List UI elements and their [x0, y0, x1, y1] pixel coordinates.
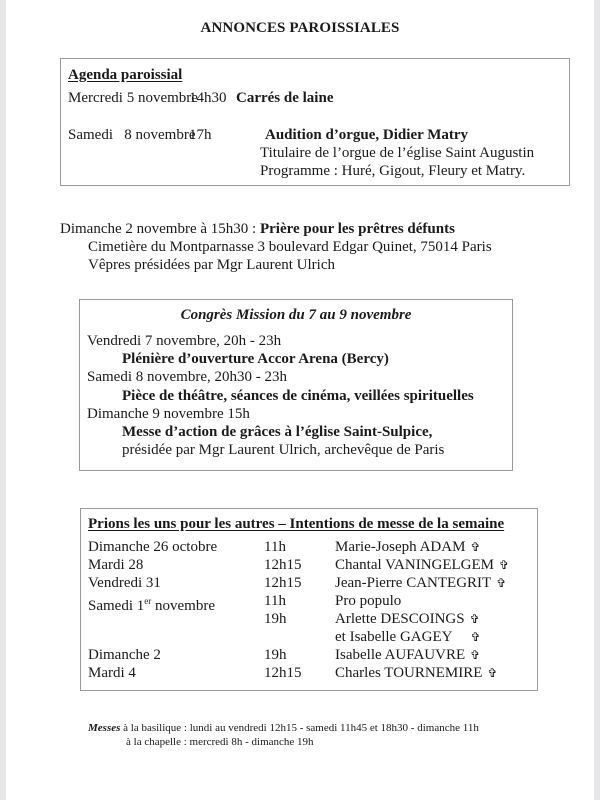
intention-name — [335, 556, 509, 574]
congres-item-3-what: Messe d’action de grâces à l’église Saint-Sulpice, — [122, 424, 433, 440]
agenda-item-2-event: Audition d’orgue, Didier Matry — [265, 127, 469, 143]
congres-item-2-what: Pièce de théâtre, séances de cinéma, veillées spirituelles — [122, 388, 474, 404]
cross-icon: ✞ — [499, 558, 510, 572]
intention-day — [88, 538, 217, 556]
intention-name — [335, 628, 481, 646]
agenda-item-2-detail-2: Programme : Huré, Gigout, Fleury et Matry. — [260, 163, 526, 179]
cross-icon: ✞ — [470, 648, 481, 662]
messes-line-basilique — [88, 722, 479, 735]
congres-item-3-when: Dimanche 9 novembre 15h — [87, 406, 250, 422]
agenda-item-2-day — [68, 126, 195, 144]
cross-icon: ✞ — [487, 666, 498, 680]
intention-day-text: Vendredi 31 — [88, 575, 161, 591]
intention-name-text: Isabelle AUFAUVRE — [335, 647, 466, 663]
intention-name-text: et Isabelle GAGEY — [335, 629, 453, 645]
intention-day — [88, 592, 215, 615]
intention-name-text: Chantal VANINGELGEM — [335, 557, 495, 573]
intention-day-text: Dimanche 2 — [88, 647, 161, 663]
intention-time: 12h15 — [264, 665, 302, 681]
intention-day-text: Dimanche 26 octobre — [88, 539, 218, 555]
intention-day — [88, 664, 136, 682]
intention-day — [88, 556, 143, 574]
intention-name-text: Marie-Joseph ADAM — [335, 539, 466, 555]
intention-name — [335, 646, 480, 664]
priere-event: Prière pour les prêtres défunts — [259, 221, 455, 237]
intention-name — [335, 610, 480, 628]
cross-icon: ✞ — [470, 630, 481, 644]
page-title: ANNONCES PAROISSIALES — [200, 20, 400, 36]
intention-day — [88, 646, 161, 664]
intention-day-text: Mardi 28 — [88, 557, 144, 573]
messes-basilique: à la basilique : lundi au vendredi 12h15 - samedi 11h45 et 18h30 - dimanche 11h — [120, 722, 479, 734]
agenda-item-1-event: Carrés de laine — [236, 90, 334, 106]
agenda-item-2-day-text: Samedi 8 novembre — [68, 127, 196, 143]
intention-day-text: Mardi 4 — [88, 665, 136, 681]
intention-name-text: Jean-Pierre CANTEGRIT — [335, 575, 492, 591]
messes-chapelle: à la chapelle : mercredi 8h - dimanche 19h — [126, 736, 314, 748]
intention-time: 19h — [264, 647, 287, 663]
congres-item-1-what: Plénière d’ouverture Accor Arena (Bercy) — [122, 351, 389, 367]
congres-heading: Congrès Mission du 7 au 9 novembre — [180, 307, 412, 323]
intention-day-rest: novembre — [151, 598, 215, 614]
agenda-item-1-time: 14h30 — [189, 90, 227, 106]
intention-name-text: Arlette DESCOINGS — [335, 611, 465, 627]
priere-location: Cimetière du Montparnasse 3 boulevard Edgar Quinet, 75014 Paris — [88, 239, 492, 255]
intention-day-superscript: er — [144, 596, 152, 606]
intention-day — [88, 574, 161, 592]
agenda-item-2-time: 17h — [189, 127, 212, 143]
intention-name — [335, 664, 497, 682]
agenda-item-2-detail-1: Titulaire de l’orgue de l’église Saint Augustin — [260, 145, 535, 161]
cross-icon: ✞ — [470, 540, 481, 554]
cross-icon: ✞ — [469, 612, 480, 626]
intention-name-text: Charles TOURNEMIRE — [335, 665, 483, 681]
intention-time: 12h15 — [264, 557, 302, 573]
agenda-item-1-day: Mercredi 5 novembre — [68, 90, 198, 106]
cross-icon: ✞ — [496, 576, 507, 590]
intention-time: 19h — [264, 611, 287, 627]
intention-name — [335, 538, 480, 556]
intention-time: 11h — [264, 539, 286, 555]
intentions-heading: Prions les uns pour les autres – Intentions de messe de la semaine — [88, 516, 505, 532]
intention-day-text: Samedi 1 — [88, 598, 145, 614]
priere-vepres: Vêpres présidées par Mgr Laurent Ulrich — [88, 257, 335, 273]
intention-name-text: Pro populo — [335, 593, 402, 609]
congres-item-1-when: Vendredi 7 novembre, 20h - 23h — [87, 333, 282, 349]
congres-item-2-when: Samedi 8 novembre, 20h30 - 23h — [87, 369, 287, 385]
intention-name — [335, 574, 506, 592]
priere-line — [60, 220, 455, 238]
intention-time: 12h15 — [264, 575, 302, 591]
intention-time: 11h — [264, 593, 286, 609]
congres-item-3-extra: présidée par Mgr Laurent Ulrich, archevêque de Paris — [122, 442, 445, 458]
agenda-heading: Agenda paroissial — [68, 67, 183, 83]
intention-name — [335, 592, 401, 610]
messes-label: Messes — [88, 722, 121, 734]
priere-date: Dimanche 2 novembre à 15h30 : — [60, 221, 260, 237]
